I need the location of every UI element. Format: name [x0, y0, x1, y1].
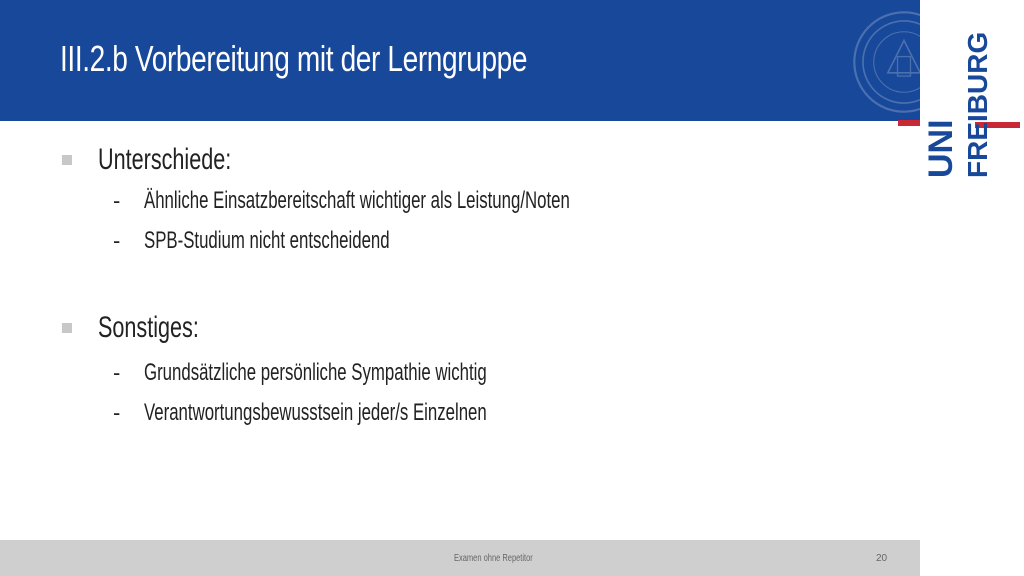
dash-icon: -	[113, 360, 121, 385]
logo-line-freiburg: FREIBURG	[962, 31, 993, 178]
list-item-text: Ähnliche Einsatzbereitschaft wichtiger als Leistung/Noten	[144, 187, 570, 214]
list-item	[113, 227, 495, 255]
bullet-heading	[62, 143, 283, 177]
list-item-text: SPB-Studium nicht entscheidend	[144, 227, 390, 254]
list-item-text: Grundsätzliche persönliche Sympathie wichtig	[144, 359, 487, 386]
list-item	[113, 359, 634, 387]
page-number: 20	[876, 553, 888, 564]
slide-title: III.2.b Vorbereitung mit der Lerngruppe	[60, 38, 528, 79]
university-seal-icon	[850, 8, 920, 116]
section-heading: Sonstiges:	[98, 311, 199, 344]
list-item	[113, 187, 752, 215]
bullet-square-icon	[62, 155, 72, 165]
section-heading: Unterschiede:	[98, 143, 232, 176]
footer-title: Examen ohne Repetitor	[454, 553, 533, 564]
title-bar	[0, 0, 920, 121]
dash-icon: -	[113, 188, 121, 213]
dash-icon: -	[113, 228, 121, 253]
slide-content	[0, 121, 920, 541]
bullet-heading	[62, 311, 238, 345]
bullet-square-icon	[62, 323, 72, 333]
list-item-text: Verantwortungsbewusstsein jeder/s Einzelnen	[144, 399, 487, 426]
logo-line-uni: UNI	[922, 119, 960, 178]
dash-icon: -	[113, 400, 121, 425]
footer-bar	[0, 540, 920, 576]
university-logo	[922, 31, 1022, 178]
list-item	[113, 399, 634, 427]
